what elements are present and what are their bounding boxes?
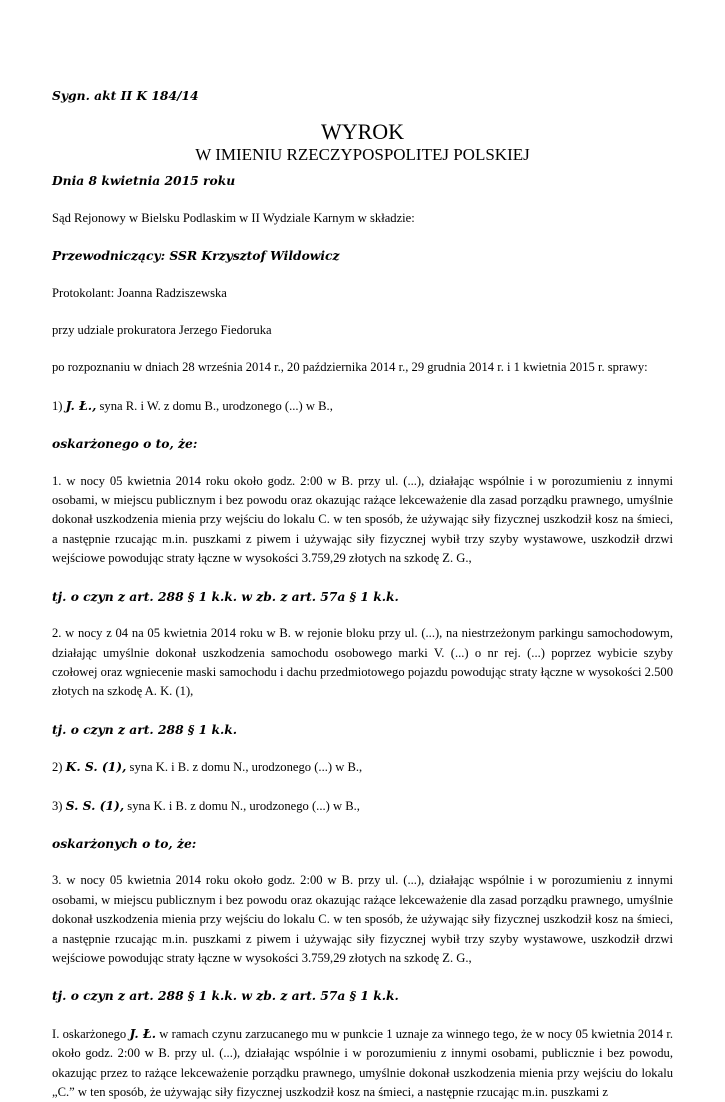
court-clerk: Protokolant: Joanna Radziszewska <box>52 285 227 300</box>
document-subtitle: W IMIENIU RZECZYPOSPOLITEJ POLSKIEJ <box>195 145 530 165</box>
charge-3: 3. w nocy 05 kwietnia 2014 roku około godz. 2:00 w B. przy ul. (...), działając wspólnie i w porozumieniu z innymi osobami, w miejscu publicznym i bez powodu oraz okazując rażące lekceważenie dla zasad porządku prawnego, umyślnie dokonał uszkodzenia mienia przy wejściu do lokalu C. w ten sposób, że używając siły fizycznej uszkodził kosz na śmieci, a następnie rzucając m.in. puszkami z piwem i używając siły fizycznej wybił trzy szyby wystawowe, uszkodził drzwi wejściowe powodując straty łączne w wysokości 3.759,29 złotych na szkodę Z. G., <box>52 873 673 965</box>
defendant-number: 2) <box>52 760 63 775</box>
defendant-number: 1) <box>52 398 63 413</box>
defendant-name: S. S. (1), <box>65 797 125 813</box>
defendant-details: syna K. i B. z domu N., urodzonego (...) w B., <box>126 760 363 775</box>
defendant-number: 3) <box>52 798 63 813</box>
legal-basis-3: tj. o czyn z art. 288 § 1 k.k. w zb. z art. 57a § 1 k.k. <box>52 988 399 1004</box>
judgment-date: Dnia 8 kwietnia 2015 roku <box>52 173 236 189</box>
accusation-heading-plural: oskarżonych o to, że: <box>52 835 197 851</box>
defendant-3 <box>52 796 673 816</box>
hearing-dates: po rozpoznaniu w dniach 28 września 2014 r., 20 października 2014 r., 29 grudnia 2014 r. i 1 kwietnia 2015 r. sprawy: <box>52 360 648 375</box>
charge-2: 2. w nocy z 04 na 05 kwietnia 2014 roku w B. w rejonie bloku przy ul. (...), na niestrzeżonym parkingu samochodowym, działając umyślnie dokonał uszkodzenia samochodu osobowego marki V. (...) o nr rej. (...) poprzez wybicie szyby czołowej oraz wgniecenie maski samochodu i dachu przedmiotowego pojazdu powodując straty łączne w wysokości 2.500 złotych na szkodę A. K. (1), <box>52 626 673 699</box>
charge-1: 1. w nocy 05 kwietnia 2014 roku około godz. 2:00 w B. przy ul. (...), działając wspólnie i w porozumieniu z innymi osobami, w miejscu publicznym i bez powodu oraz okazując rażące lekceważenie dla zasad porządku prawnego, umyślnie dokonał uszkodzenia mienia przy wejściu do lokalu C. w ten sposób, że używając siły fizycznej uszkodził kosz na śmieci, a następnie rzucając m.in. puszkami z piwem i używając siły fizycznej wybił trzy szyby wystawowe, uszkodził drzwi wejściowe powodując straty łączne w wysokości 3.759,29 złotych na szkodę Z. G., <box>52 473 673 566</box>
verdict-point-1 <box>52 1024 673 1102</box>
defendant-name: J. Ł., <box>65 397 97 413</box>
defendant-details: syna R. i W. z domu B., urodzonego (...) w B., <box>96 398 333 413</box>
accusation-heading-single: oskarżonego o to, że: <box>52 436 198 452</box>
verdict-defendant-name: J. Ł. <box>129 1025 157 1041</box>
legal-basis-2: tj. o czyn z art. 288 § 1 k.k. <box>52 721 238 737</box>
document-title: WYROK <box>320 119 405 145</box>
court-composition: Sąd Rejonowy w Bielsku Podlaskim w II Wydziale Karnym w składzie: <box>52 210 415 225</box>
prosecutor-line: przy udziale prokuratora Jerzego Fiedoruka <box>52 323 272 338</box>
presiding-judge: Przewodniczący: SSR Krzysztof Wildowicz <box>52 248 340 264</box>
verdict-text: w ramach czynu zarzucanego mu w punkcie 1 uznaje za winnego tego, że w nocy 05 kwietnia 2014 r. około godz. 2:00 w B. przy ul. (...), działając wspólnie i w porozumieniu z innymi osobami, publicznie i bez powodu, okazując przez to rażące lekceważenie porządku prawnego, umyślnie dokonał uszkodzenia mienia przy wejściu do lokalu „C.” w ten sposób, że używając siły fizycznej uszkodził kosz na śmieci, a następnie rzucając m.in. puszkami z <box>52 1026 673 1099</box>
legal-basis-1: tj. o czyn z art. 288 § 1 k.k. w zb. z art. 57a § 1 k.k. <box>52 588 399 604</box>
defendant-2 <box>52 757 673 777</box>
defendant-details: syna K. i B. z domu N., urodzonego (...) w B., <box>124 798 360 813</box>
defendant-1 <box>52 396 673 416</box>
verdict-prefix: I. oskarżonego <box>52 1026 130 1041</box>
defendant-name: K. S. (1), <box>65 759 127 775</box>
case-number: Sygn. akt II K 184/14 <box>52 88 199 103</box>
